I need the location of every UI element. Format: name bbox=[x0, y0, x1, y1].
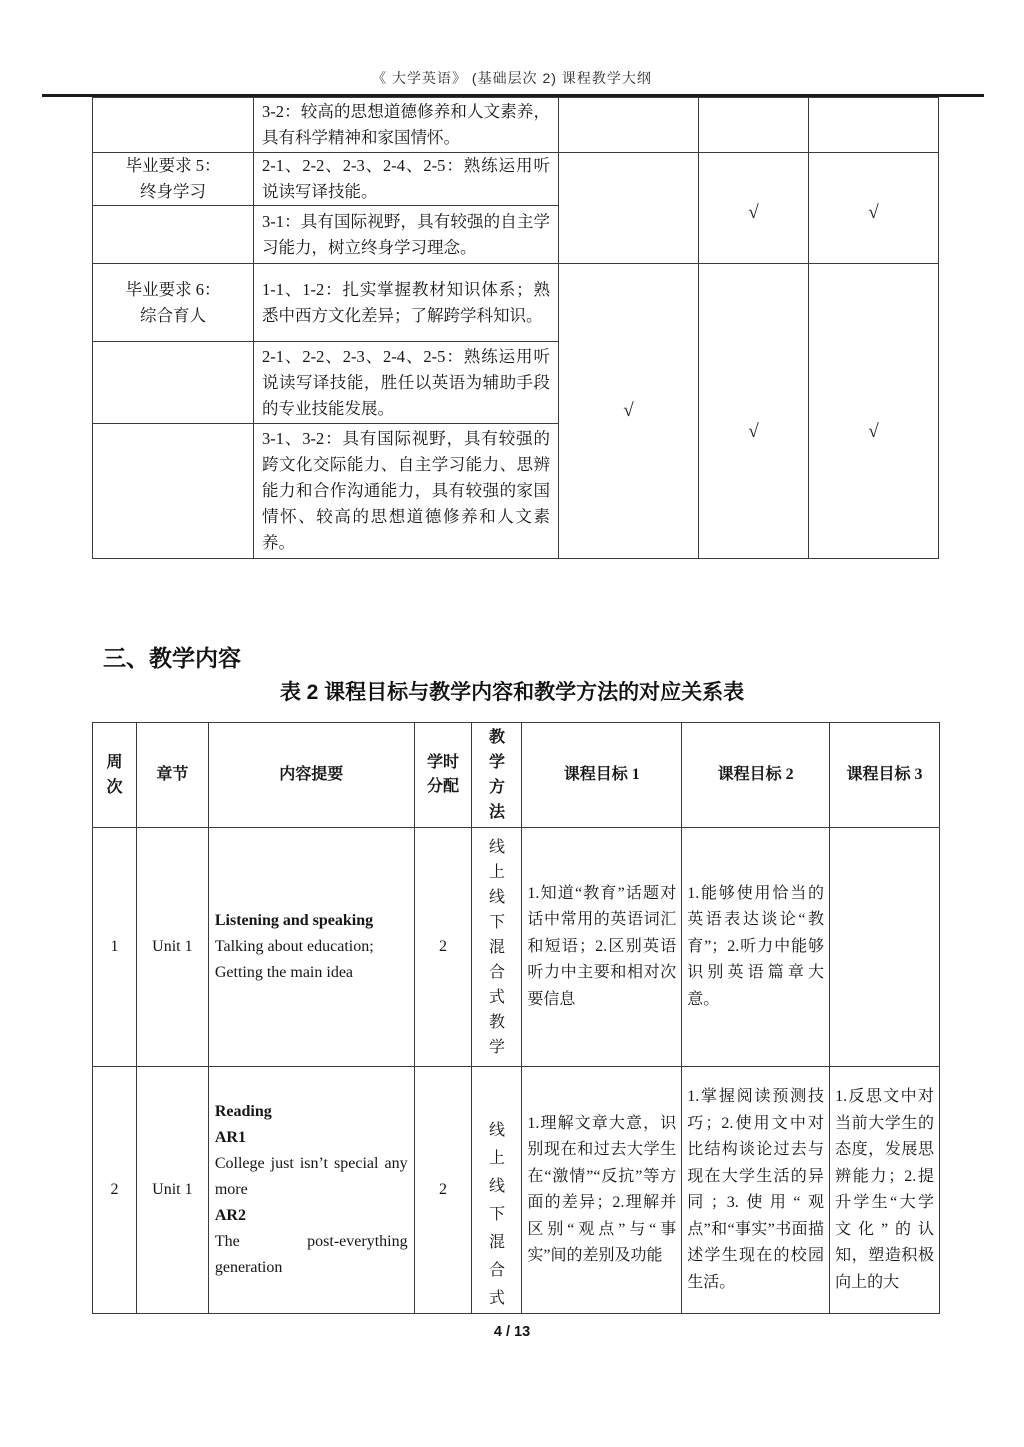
method-header-text: 教 学 方 法 bbox=[488, 729, 505, 821]
chapter-cell: Unit 1 bbox=[136, 828, 208, 1067]
summary-subtitle: AR1 bbox=[214, 1129, 246, 1146]
document-header-title: 《 大学英语》 (基础层次 2) 课程教学大纲 bbox=[372, 70, 652, 86]
checkmark-cell: √ bbox=[699, 264, 809, 559]
table-row-week1 bbox=[93, 828, 940, 1067]
table-row-week2 bbox=[93, 1067, 940, 1314]
mark-empty-cell bbox=[559, 98, 699, 153]
requirement6-label-line1: 毕业要求 6： bbox=[125, 279, 221, 299]
week-cell: 2 bbox=[93, 1067, 137, 1314]
checkmark-cell: √ bbox=[809, 153, 939, 264]
summary-cell bbox=[208, 1067, 414, 1314]
page-number: 4 / 13 bbox=[493, 1324, 531, 1340]
summary-line: Getting the main idea bbox=[214, 964, 354, 981]
teaching-content-table-wrapper bbox=[92, 722, 940, 1314]
requirement5-label-line1: 毕业要求 5： bbox=[125, 156, 221, 175]
week-header-text: 周 次 bbox=[106, 754, 123, 796]
objective1-cell: 1.理解文章大意，识别现在和过去大学生在“激情”“反抗”等方面的差异；2.理解并区别“观点”与“事实”间的差别及功能 bbox=[522, 1067, 682, 1314]
requirement5-label-cell bbox=[93, 153, 254, 206]
summary-title: Reading bbox=[214, 1103, 272, 1120]
requirement6-indicator2-cell: 2-1、2-2、2-3、2-4、2-5：熟练运用听说读写译技能，胜任以英语为辅助手段的专业技能发展。 bbox=[254, 342, 559, 424]
mark-empty-cell bbox=[809, 98, 939, 153]
objective3-cell bbox=[830, 828, 940, 1067]
method-cell bbox=[472, 1067, 522, 1314]
week-cell: 1 bbox=[93, 828, 137, 1067]
summary-cell bbox=[208, 828, 414, 1067]
mark-empty-cell bbox=[559, 153, 699, 264]
objective2-cell: 1.掌握阅读预测技巧；2.使用文中对比结构谈论过去与现在大学生活的异同；3.使用“观点”和“事实”书面描述学生现在的校园生活。 bbox=[682, 1067, 830, 1314]
graduation-requirements-table bbox=[92, 97, 939, 559]
table2-caption: 表 2 课程目标与教学内容和教学方法的对应关系表 bbox=[279, 681, 745, 704]
hours-header bbox=[414, 723, 472, 828]
table-header-row bbox=[93, 723, 940, 828]
requirement-label-empty-cell bbox=[93, 98, 254, 153]
hours-cell: 2 bbox=[414, 828, 472, 1067]
checkmark-cell: √ bbox=[559, 264, 699, 559]
objective2-cell: 1.能够使用恰当的英语表达谈论“教育”；2.听力中能够识别英语篇章大意。 bbox=[682, 828, 830, 1067]
requirement-label-empty-cell bbox=[93, 206, 254, 264]
summary-title: Listening and speaking bbox=[214, 912, 374, 929]
summary-line: College just isn’t special any more bbox=[214, 1155, 408, 1198]
requirement6-label-line2: 综合育人 bbox=[140, 305, 206, 325]
summary-subtitle: AR2 bbox=[214, 1207, 246, 1224]
table-row bbox=[93, 98, 939, 153]
hours-cell: 2 bbox=[414, 1067, 472, 1314]
requirement-label-empty-cell bbox=[93, 424, 254, 559]
hours-header-line1: 学时 bbox=[427, 754, 460, 771]
requirement6-label-cell bbox=[93, 264, 254, 342]
requirement6-indicator3-cell: 3-1、3-2：具有国际视野，具有较强的跨文化交际能力、自主学习能力、思辨能力和合作沟通能力，具有较强的家国情怀、较高的思想道德修养和人文素养。 bbox=[254, 424, 559, 559]
summary-line: Talking about education; bbox=[214, 938, 374, 955]
requirement6-indicator1-cell: 1-1、1-2：扎实掌握教材知识体系；熟悉中西方文化差异；了解跨学科知识。 bbox=[254, 264, 559, 342]
requirement5-indicator2-cell: 2-1、2-2、2-3、2-4、2-5：熟练运用听说读写译技能。 bbox=[254, 153, 559, 206]
method-text: 线 上 线 下 混 合 式 教 学 bbox=[488, 838, 505, 1056]
requirement5-label-line2: 终身学习 bbox=[140, 182, 206, 201]
hours-header-line2: 分配 bbox=[427, 778, 460, 795]
teaching-content-table bbox=[92, 722, 940, 1314]
objective2-header: 课程目标 2 bbox=[682, 723, 830, 828]
chapter-cell: Unit 1 bbox=[136, 1067, 208, 1314]
section-heading: 三、教学内容 bbox=[103, 645, 241, 671]
summary-line: The post-everything generation bbox=[214, 1233, 408, 1276]
requirement5-indicator3-cell: 3-1：具有国际视野，具有较强的自主学习能力，树立终身学习理念。 bbox=[254, 206, 559, 264]
week-header bbox=[93, 723, 137, 828]
summary-header: 内容提要 bbox=[208, 723, 414, 828]
method-header bbox=[472, 723, 522, 828]
method-text: 线 上 线 下 混 合 式 bbox=[488, 1122, 505, 1307]
table-row bbox=[93, 264, 939, 342]
checkmark-cell: √ bbox=[809, 264, 939, 559]
table-row bbox=[93, 153, 939, 206]
objective1-header: 课程目标 1 bbox=[522, 723, 682, 828]
objective3-cell: 1.反思文中对当前大学生的态度，发展思辨能力；2.提升学生“大学文化”的认知，塑造积极向上的大 bbox=[830, 1067, 940, 1314]
chapter-header: 章节 bbox=[136, 723, 208, 828]
requirement-label-empty-cell bbox=[93, 342, 254, 424]
objective1-cell: 1.知道“教育”话题对话中常用的英语词汇和短语；2.区别英语听力中主要和相对次要信息 bbox=[522, 828, 682, 1067]
checkmark-cell: √ bbox=[699, 153, 809, 264]
mark-empty-cell bbox=[699, 98, 809, 153]
objective3-header: 课程目标 3 bbox=[830, 723, 940, 828]
method-cell bbox=[472, 828, 522, 1067]
indicator-3-2-cell: 3-2：较高的思想道德修养和人文素养，具有科学精神和家国情怀。 bbox=[254, 98, 559, 153]
